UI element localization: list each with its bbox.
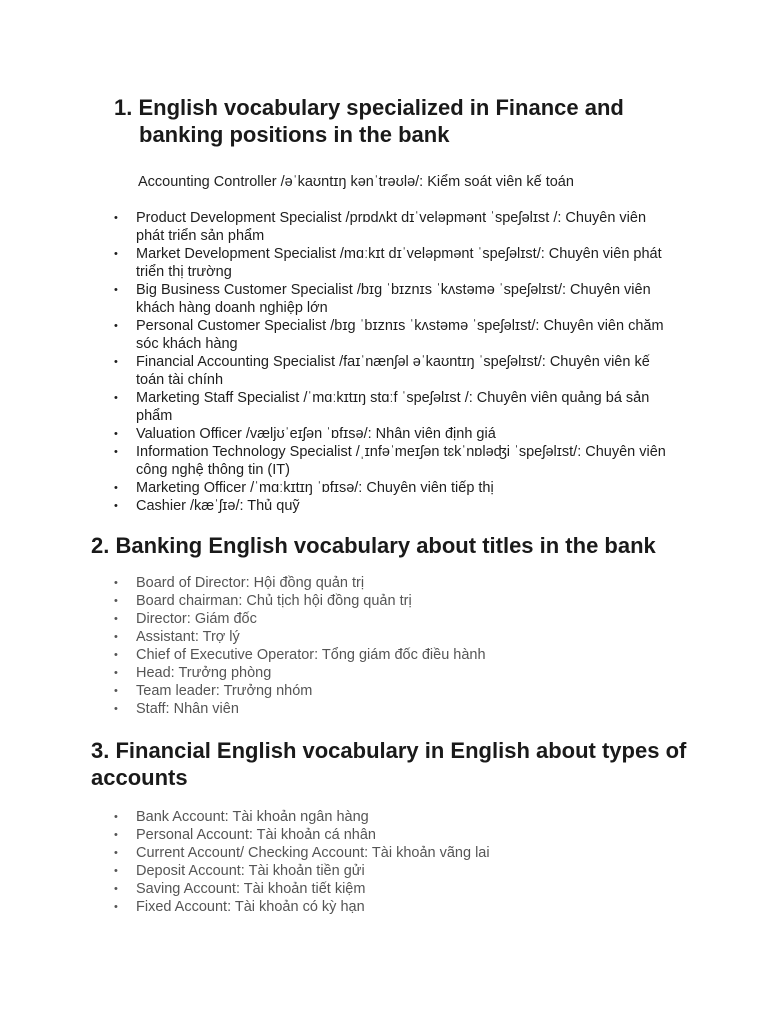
list-item: [114, 628, 674, 646]
list-item: [114, 808, 674, 826]
list-item: [114, 574, 674, 592]
bullet-icon: •: [114, 847, 118, 859]
list-item-text: Financial Accounting Specialist /faɪˈnænʃəl əˈkaʊntɪŋ ˈspeʃəlɪst/: Chuyên viên kế toán tài chính: [136, 354, 650, 388]
list-item: [114, 862, 674, 880]
list-item-text: Director: Giám đốc: [136, 611, 257, 627]
list-item: [114, 497, 674, 515]
list-item: [114, 700, 674, 718]
list-item-text: Product Development Specialist /prɒdʌkt dɪˈveləpmənt ˈspeʃəlɪst /: Chuyên viên phát triển sản phẩm: [136, 210, 647, 244]
bullet-icon: •: [114, 685, 118, 697]
list-item-text: Market Development Specialist /mɑːkɪt dɪˈveləpmənt ˈspeʃəlɪst/: Chuyên viên phát triển thị trường: [136, 246, 662, 280]
list-item: [114, 664, 674, 682]
bullet-icon: •: [114, 212, 118, 224]
list-item-text: Chief of Executive Operator: Tổng giám đốc điều hành: [136, 647, 486, 663]
list-item: [114, 844, 674, 862]
list-item-text: Board of Director: Hội đồng quản trị: [136, 575, 365, 591]
list-item: [114, 425, 674, 443]
list-item-text: Fixed Account: Tài khoản có kỳ hạn: [136, 899, 365, 915]
bullet-icon: •: [114, 811, 118, 823]
list-item-text: Information Technology Specialist /ˌɪnfəˈmeɪʃən tɛkˈnɒləʤi ˈspeʃəlɪst/: Chuyên viên công nghệ thông tin (IT): [136, 444, 666, 478]
list-item-text: Marketing Officer /ˈmɑːkɪtɪŋ ˈɒfɪsə/: Chuyên viên tiếp thị: [136, 480, 494, 496]
list-item: [114, 353, 674, 389]
list-item-text: Head: Trưởng phòng: [136, 665, 272, 681]
bullet-icon: •: [114, 482, 118, 494]
list-item: [114, 245, 674, 281]
bullet-icon: •: [114, 446, 118, 458]
list-item-text: Board chairman: Chủ tịch hội đồng quản trị: [136, 593, 412, 609]
bullet-icon: •: [114, 428, 118, 440]
bullet-icon: •: [114, 901, 118, 913]
list-item-text: Personal Account: Tài khoản cá nhân: [136, 827, 376, 843]
list-item: [114, 880, 674, 898]
bullet-icon: •: [114, 703, 118, 715]
list-item-text: Staff: Nhân viên: [136, 701, 239, 717]
section-1-list: [114, 209, 674, 515]
list-item-text: Marketing Staff Specialist /ˈmɑːkɪtɪŋ stɑːf ˈspeʃəlɪst /: Chuyên viên quảng bá sản phẩm: [136, 390, 650, 424]
bullet-icon: •: [114, 649, 118, 661]
list-item: [114, 443, 674, 479]
section-1-heading: 1. English vocabulary specialized in Finance and banking positions in the bank: [114, 95, 624, 147]
list-item: [114, 682, 674, 700]
list-item: [114, 610, 674, 628]
list-item: [114, 479, 674, 497]
section-2-list: [114, 574, 674, 718]
list-item-text: Cashier /kæˈʃɪə/: Thủ quỹ: [136, 498, 300, 514]
bullet-icon: •: [114, 577, 118, 589]
list-item: [114, 592, 674, 610]
bullet-icon: •: [114, 320, 118, 332]
list-item: [114, 317, 674, 353]
list-item-text: Big Business Customer Specialist /bɪɡ ˈbɪznɪs ˈkʌstəmə ˈspeʃəlɪst/: Chuyên viên khách hàng doanh nghiệp lớn: [136, 282, 651, 316]
bullet-icon: •: [114, 595, 118, 607]
bullet-icon: •: [114, 392, 118, 404]
list-item: [114, 898, 674, 916]
bullet-icon: •: [114, 356, 118, 368]
bullet-icon: •: [114, 883, 118, 895]
bullet-icon: •: [114, 829, 118, 841]
list-item-text: Personal Customer Specialist /bɪɡ ˈbɪznɪs ˈkʌstəmə ˈspeʃəlɪst/: Chuyên viên chăm sóc khách hàng: [136, 318, 664, 352]
section-2-heading: 2. Banking English vocabulary about titles in the bank: [91, 533, 656, 558]
bullet-icon: •: [114, 667, 118, 679]
section-3-heading: 3. Financial English vocabulary in English about types of accounts: [91, 738, 687, 790]
bullet-icon: •: [114, 613, 118, 625]
list-item: [114, 826, 674, 844]
section-1-intro: Accounting Controller /əˈkaʊntɪŋ kənˈtrəʊlə/: Kiểm soát viên kế toán: [138, 174, 574, 190]
list-item: [114, 389, 674, 425]
list-item-text: Current Account/ Checking Account: Tài khoản vãng lai: [136, 845, 490, 861]
list-item-text: Team leader: Trưởng nhóm: [136, 683, 313, 699]
list-item: [114, 281, 674, 317]
section-3-list: [114, 808, 674, 916]
bullet-icon: •: [114, 248, 118, 260]
list-item-text: Assistant: Trợ lý: [136, 629, 240, 645]
bullet-icon: •: [114, 865, 118, 877]
list-item: [114, 209, 674, 245]
list-item-text: Bank Account: Tài khoản ngân hàng: [136, 809, 369, 825]
list-item: [114, 646, 674, 664]
bullet-icon: •: [114, 500, 118, 512]
list-item-text: Valuation Officer /væljʊˈeɪʃən ˈɒfɪsə/: Nhân viên định giá: [136, 426, 496, 442]
bullet-icon: •: [114, 631, 118, 643]
list-item-text: Saving Account: Tài khoản tiết kiệm: [136, 881, 366, 897]
bullet-icon: •: [114, 284, 118, 296]
list-item-text: Deposit Account: Tài khoản tiền gửi: [136, 863, 365, 879]
